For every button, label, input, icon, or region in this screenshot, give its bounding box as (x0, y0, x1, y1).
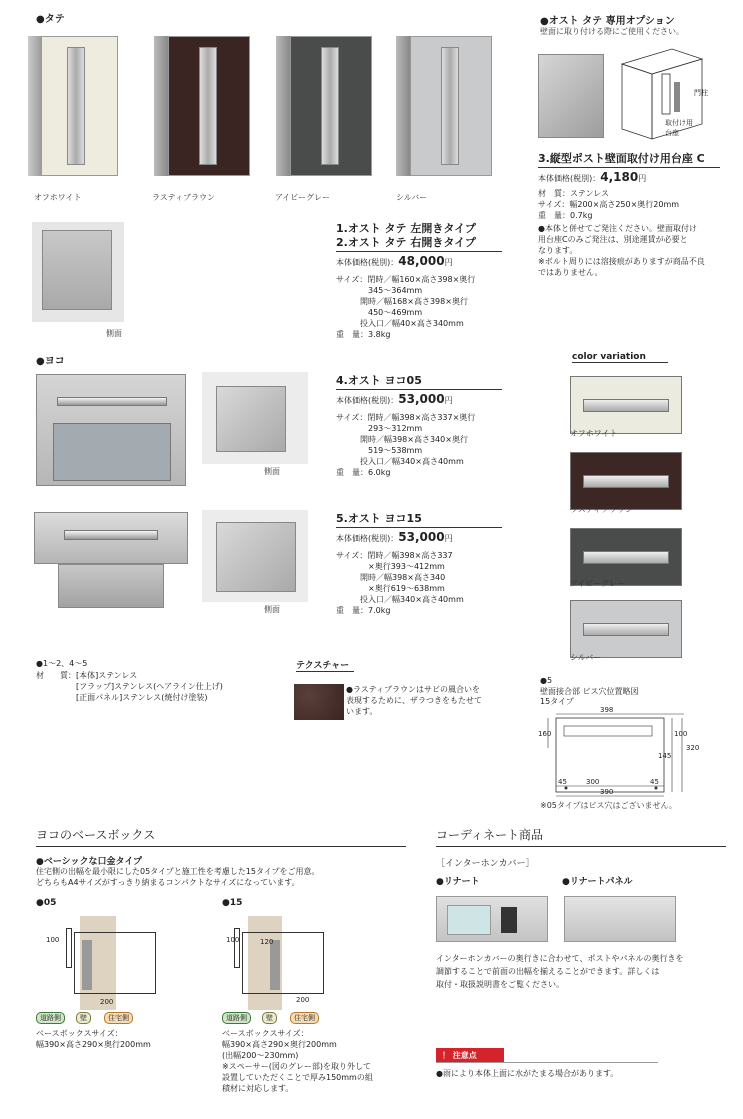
caution-text: ●雨により本体上面に水がたまる場合があります。 (436, 1069, 619, 1078)
tate-color-label-3: アイビーグレー (275, 193, 330, 202)
coordinate-section-title: コーディネート商品 (436, 828, 544, 842)
screw-dim-398: 398 (600, 706, 614, 714)
option-title: 3.縦型ポスト壁面取付け用台座 C (538, 152, 720, 168)
tate-heading: ●タテ (36, 14, 65, 25)
yoko05-title: 4.オスト ヨコ05 (336, 374, 502, 390)
swatch-rustybrown (570, 452, 682, 510)
option-sub: 壁面に取り付ける際にご使用ください。 (540, 27, 684, 36)
option-plate-image (538, 54, 604, 138)
screw-dim-160: 160 (538, 730, 552, 738)
linart-panel-image (564, 896, 676, 942)
screw-sub1: 壁面接合部 ビス穴位置略図 (540, 687, 639, 696)
texture-text: ●ラスティブラウンはサビの風合いを 表現するために、ザラつきをもたせて います。 (346, 685, 482, 716)
screw-dim-45a: 45 (558, 778, 567, 786)
basebox-05-size: ベースボックスサイズ： 幅390×高さ290×奥行200mm (36, 1029, 151, 1049)
basebox-15-dim-100: 100 (226, 936, 240, 944)
tate-price: 本体価格(税別)：48,000円 (336, 254, 453, 268)
basebox-15-heading: ●15 (222, 898, 243, 908)
texture-sample (294, 684, 344, 720)
coordinate-item1: ●リナート (436, 877, 480, 887)
yoko-heading: ●ヨコ (36, 356, 65, 367)
yoko05-front-image (36, 374, 186, 486)
screw-note: ※05タイプはビス穴はございません。 (540, 801, 677, 810)
tate-spec: サイズ：閉時／幅160×高さ398×奥行 345〜364mm 開時／幅168×高さ398×奥行 450〜469mm 投入口／幅40×高さ340mm 重 量：3.8kg (336, 275, 476, 339)
yoko15-side-label: 側面 (264, 605, 280, 614)
basebox-heading: ●ベーシックな口金タイプ (36, 857, 143, 867)
screw-dim-390: 390 (600, 788, 614, 796)
yoko05-side-image (202, 372, 308, 464)
tate-color-label-4: シルバー (396, 193, 428, 202)
option-spec: 材 質：ステンレス サイズ：幅200×高さ250×奥行20mm 重 量：0.7kg (538, 189, 680, 220)
screw-dim-100: 100 (674, 730, 688, 738)
texture-heading: テクスチャー (296, 658, 354, 672)
basebox-15-dim-120: 120 (260, 938, 274, 946)
basebox-05-dim-100: 100 (46, 936, 60, 944)
option-label-base: 取付け用 台座 (665, 119, 693, 137)
yoko05-side-label: 側面 (264, 467, 280, 476)
screw-dim-300: 300 (586, 778, 600, 786)
basebox-desc: 住宅側の出幅を最小限にした05タイプと施工性を考慮した15タイプをご用意。 どちらもA4サイズがすっきり納まるコンパクトなサイズになっています。 (36, 867, 320, 887)
yoko15-front-image (34, 512, 188, 608)
coordinate-item2: ●リナートパネル (562, 877, 633, 887)
yoko15-price: 本体価格(税別)：53,000円 (336, 530, 453, 544)
option-note: ●本体と併せてご発注ください。壁面取付け 用台座Cのみご発注は、別途運賃が必要と なります。 ※ボルト周りには溶接痕がありますが商品不良 ではありません。 (538, 224, 705, 277)
legend-house-05: 住宅側 (104, 1012, 133, 1024)
option-price: 本体価格(税別)：4,180円 (538, 170, 647, 184)
basebox-15-diagram (222, 910, 382, 1010)
yoko15-side-image (202, 510, 308, 602)
yoko15-title: 5.オスト ヨコ15 (336, 512, 502, 528)
basebox-05-heading: ●05 (36, 898, 57, 908)
screw-dim-45b: 45 (650, 778, 659, 786)
tate-product-title-2: 2.オスト タテ 右開きタイプ (336, 236, 502, 252)
caution-badge: ！ 注意点 (436, 1048, 504, 1062)
basebox-section-title: ヨコのベースボックス (36, 828, 156, 842)
screw-dim-320: 320 (686, 744, 700, 752)
screw-sub2: 15タイプ (540, 697, 574, 706)
swatch-label-3: アイビーグレー (570, 579, 625, 588)
legend-wall-15: 壁 (262, 1012, 277, 1024)
materials-text: 材 質：[本体]ステンレス [フラップ]ステンレス(ヘアライン仕上げ) [正面パネル]ステンレス(焼付け塗装) (36, 671, 223, 702)
swatch-silver (570, 600, 682, 658)
basebox-05-diagram (36, 910, 196, 1010)
tate-color-label-2: ラスティブラウン (152, 193, 215, 202)
option-heading: ●オスト タテ 専用オプション (540, 16, 675, 27)
legend-road-05: 道路側 (36, 1012, 65, 1024)
screw-dim-145: 145 (658, 752, 672, 760)
yoko15-spec: サイズ：閉時／幅398×高さ337 ×奥行393〜412mm 開時／幅398×高さ340 ×奥行619〜638mm 投入口／幅340×高さ40mm 重 量：7.0kg (336, 551, 464, 615)
tate-side-image (32, 222, 124, 322)
tate-color-label-1: オフホワイト (34, 193, 82, 202)
legend-wall-05: 壁 (76, 1012, 91, 1024)
basebox-15-dim-200: 200 (296, 996, 310, 1004)
tate-product-title-1: 1.オスト タテ 左開きタイプ (336, 222, 476, 235)
legend-house-15: 住宅側 (290, 1012, 319, 1024)
yoko05-price: 本体価格(税別)：53,000円 (336, 392, 453, 406)
materials-heading: ●1〜2、4〜5 (36, 659, 88, 668)
swatch-label-4: シルバー (570, 653, 602, 662)
tate-side-label: 側面 (106, 329, 122, 338)
color-variation-heading: color variation (572, 352, 668, 363)
swatch-offwhite (570, 376, 682, 434)
basebox-05-dim-200: 200 (100, 998, 114, 1006)
option-label-gate: 門柱 (694, 89, 708, 97)
basebox-15-size: ベースボックスサイズ： 幅390×高さ290×奥行200mm (出幅200〜230mm) ※スペーサー(図のグレー部)を取り外して 設置していただくことで厚み150mmの組 積材に対応します。 (222, 1029, 373, 1093)
swatch-label-1: オフホワイト (570, 429, 618, 438)
yoko05-spec: サイズ：閉時／幅398×高さ337×奥行 293〜312mm 開時／幅398×高さ340×奥行 519〜538mm 投入口／幅340×高さ40mm 重 量：6.0kg (336, 413, 476, 477)
coordinate-sub: ［インターホンカバー］ (436, 859, 535, 869)
swatch-label-2: ラスティブラウン (570, 505, 633, 514)
screw-heading: ●5 (540, 676, 553, 685)
linart-image (436, 896, 548, 942)
coordinate-desc: インターホンカバーの奥行きに合わせて、ポストやパネルの奥行きを 調節することで前面の出幅を揃えることができます。詳しくは 取付・取扱説明書をご覧ください。 (436, 954, 684, 989)
legend-road-15: 道路側 (222, 1012, 251, 1024)
